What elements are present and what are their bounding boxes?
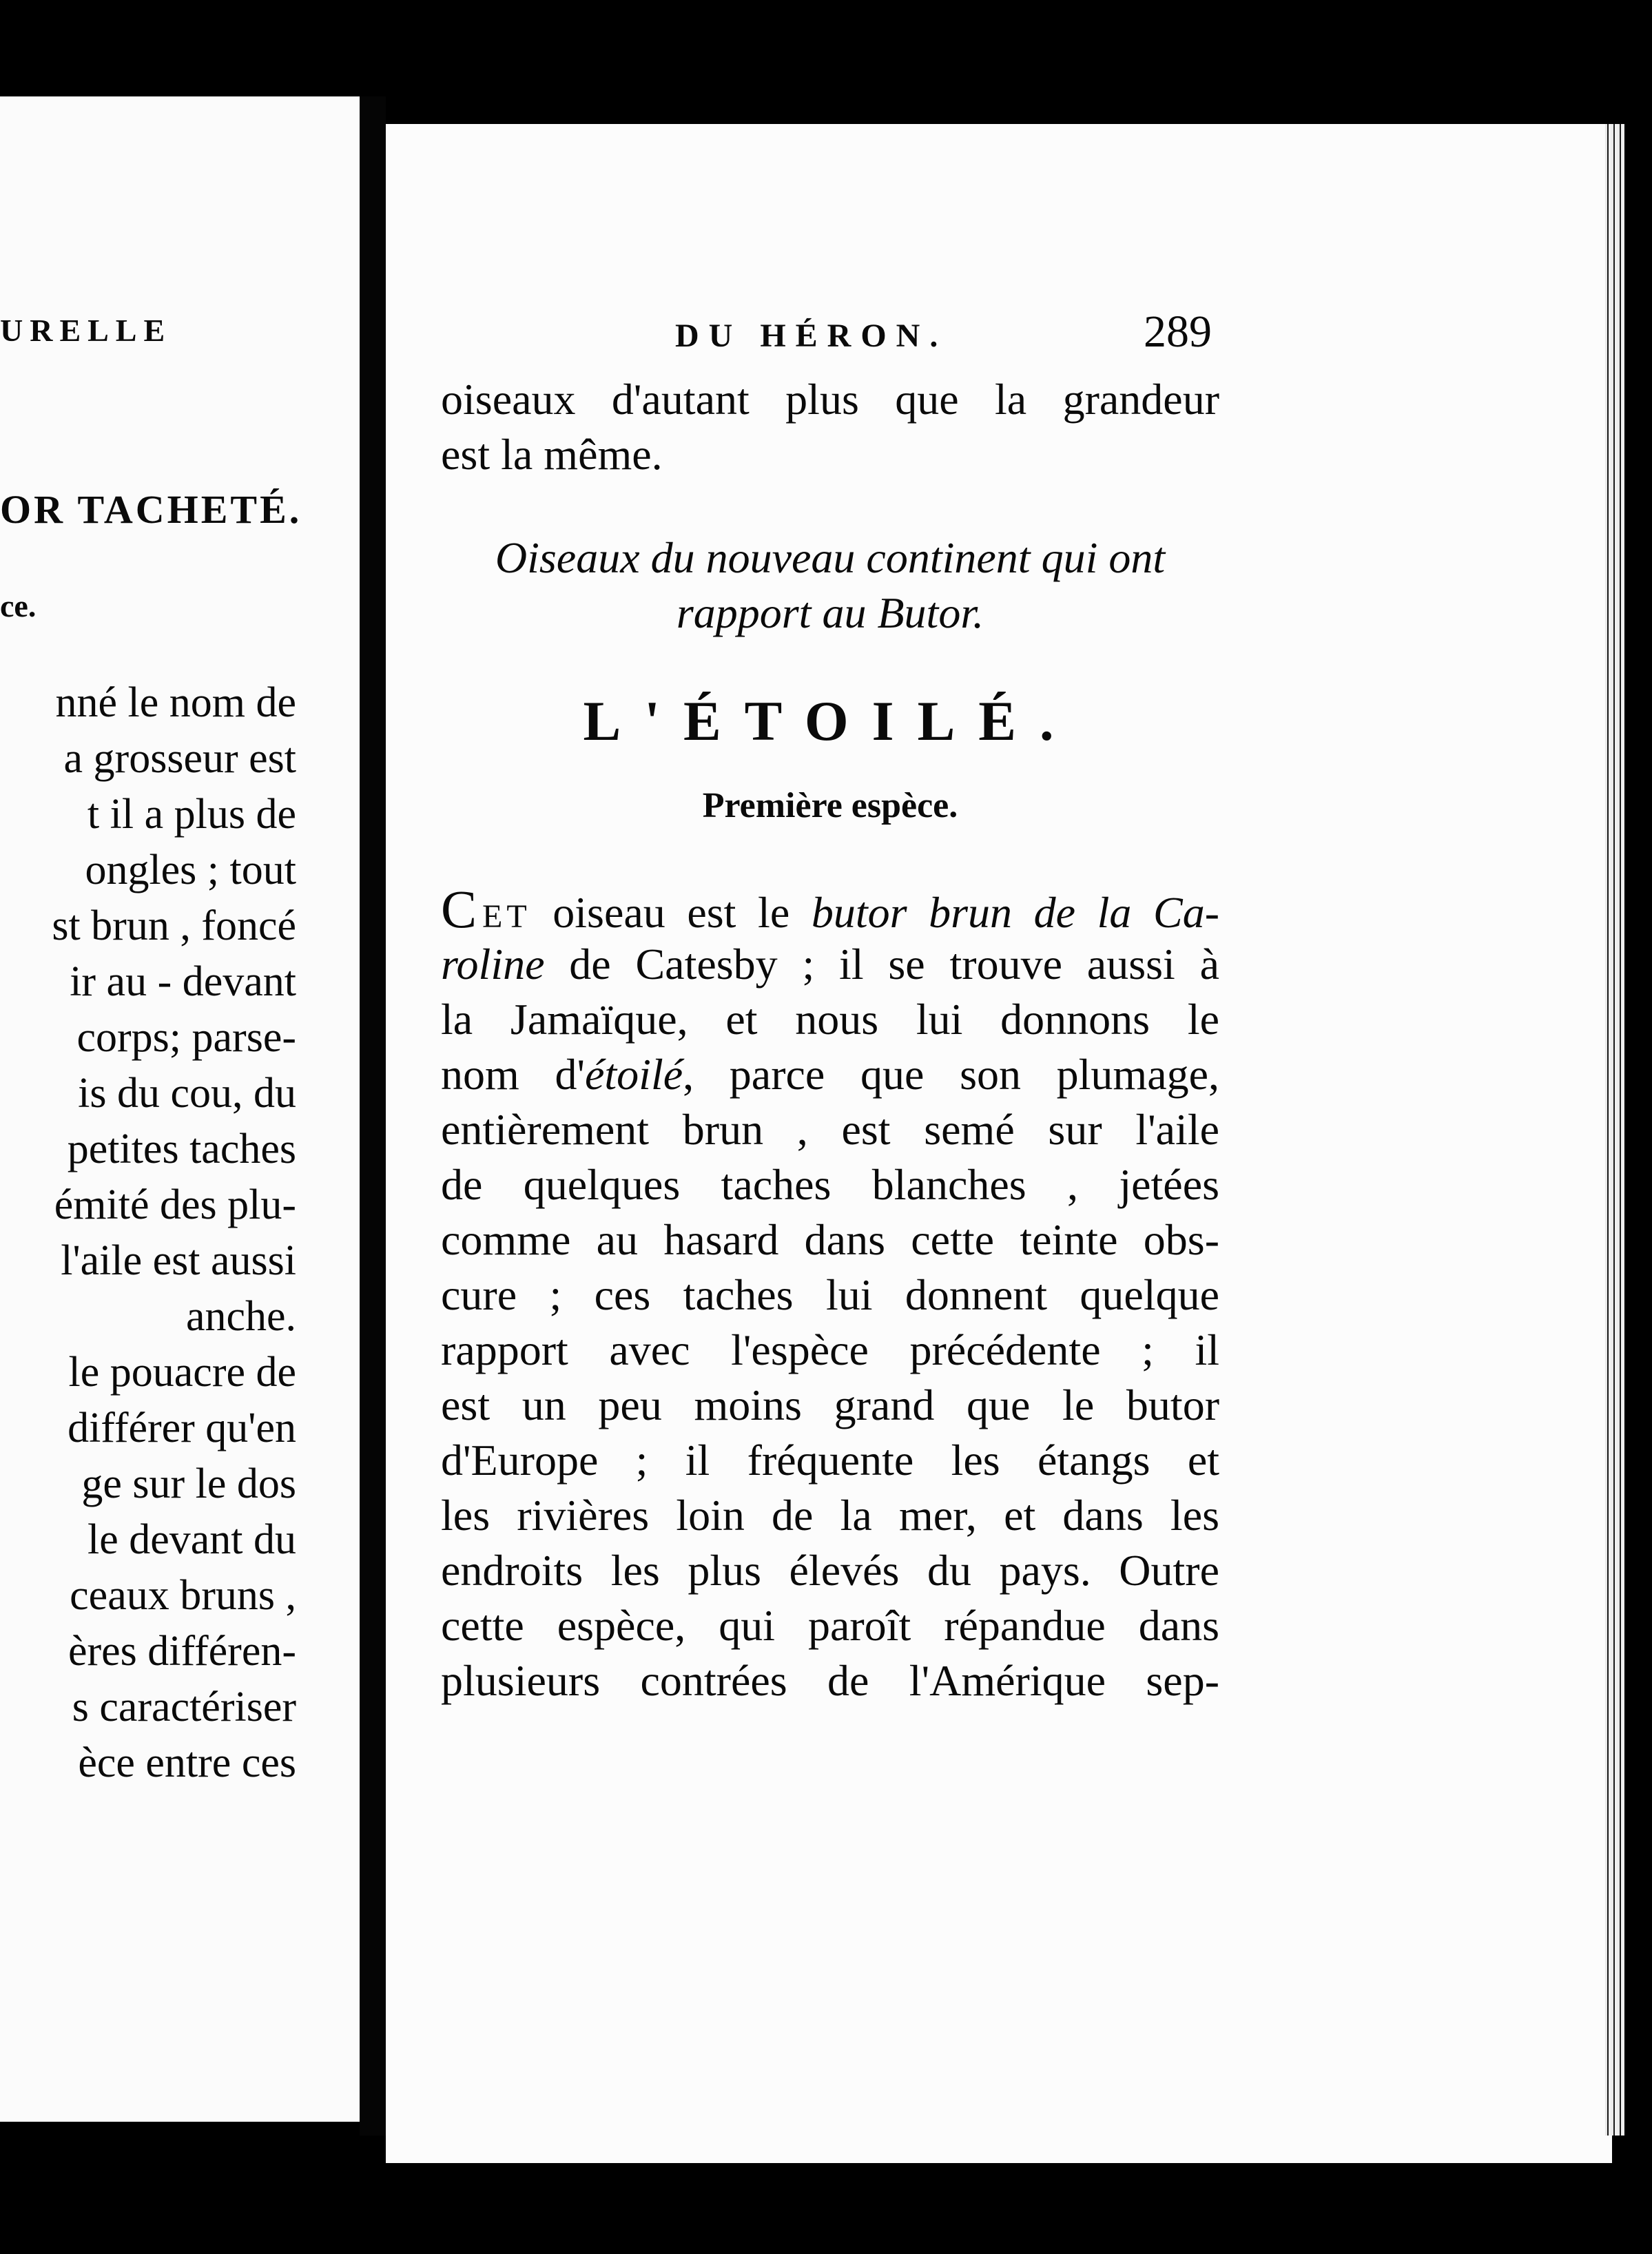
continuation-line: est la même. [441,430,663,479]
left-body-line: st brun , foncé [52,902,296,949]
left-body-line: ères différen- [68,1628,296,1675]
body-line: rapport avec l'espèce précédente ; il [441,1325,1219,1374]
running-head: DU HÉRON. [675,318,948,354]
left-body-line: èce entre ces [78,1739,296,1786]
article-title: L'ÉTOILÉ. [583,690,1077,752]
left-body-line: nné le nom de [55,679,296,726]
left-body-line: le pouacre de [68,1349,296,1396]
body-line: endroits les plus élevés du pays. Outre [441,1546,1219,1595]
book-gutter [360,96,386,2136]
drop-cap: C [441,879,483,939]
left-body-line: petites taches [67,1126,296,1172]
left-body-line: ceaux bruns , [70,1572,296,1619]
body-line: roline de Catesby ; il se trouve aussi à [441,940,1219,989]
left-page [0,96,360,2122]
left-body-line: t il a plus de [87,791,296,838]
right-page [386,124,1612,2163]
body-line: comme au hasard dans cette teinte obs- [441,1215,1219,1264]
page-edges [1605,124,1624,2136]
left-title: OR TACHETÉ. [0,487,302,532]
continuation-line: oiseaux d'autant plus que la grandeur [441,375,1219,424]
section-heading: Oiseaux du nouveau continent qui ont [495,533,1166,582]
page-number: 289 [1144,307,1212,357]
body-line: plusieurs contrées de l'Amérique sep- [441,1656,1219,1705]
body-line: cette espèce, qui paroît répandue dans [441,1601,1219,1650]
left-running-head: URELLE [0,313,172,348]
body-line: est un peu moins grand que le butor [441,1381,1219,1429]
left-body-line: ir au - devant [70,958,296,1005]
body-line: d'Europe ; il fréquente les étangs et [441,1436,1219,1485]
body-line: CET oiseau est le butor brun de la Ca- [441,879,1220,939]
article-subtitle: Première espèce. [702,786,958,825]
body-line: entièrement brun , est semé sur l'aile [441,1105,1219,1154]
left-body-line: anche. [185,1293,296,1340]
body-line: les rivières loin de la mer, et dans les [441,1491,1219,1540]
left-body-line: le devant du [87,1516,296,1563]
left-body-line: émité des plu- [54,1181,296,1228]
body-line: nom d'étoilé, parce que son plumage, [441,1050,1220,1099]
left-body-line: is du cou, du [78,1070,296,1117]
body-line: de quelques taches blanches , jetées [441,1160,1219,1209]
left-body-line: ongles ; tout [85,847,296,893]
left-body-line: s caractériser [72,1684,296,1730]
left-body-line: ge sur le dos [81,1460,296,1507]
left-body-line: corps; parse- [76,1014,296,1061]
left-body-line: l'aile est aussi [61,1237,296,1284]
left-subtitle: ce. [0,588,37,623]
left-body-line: différer qu'en [68,1405,296,1451]
body-line: cure ; ces taches lui donnent quelque [441,1270,1219,1319]
section-heading: rapport au Butor. [676,588,984,637]
body-line: la Jamaïque, et nous lui donnons le [441,995,1219,1044]
left-body-line: a grosseur est [63,735,296,782]
